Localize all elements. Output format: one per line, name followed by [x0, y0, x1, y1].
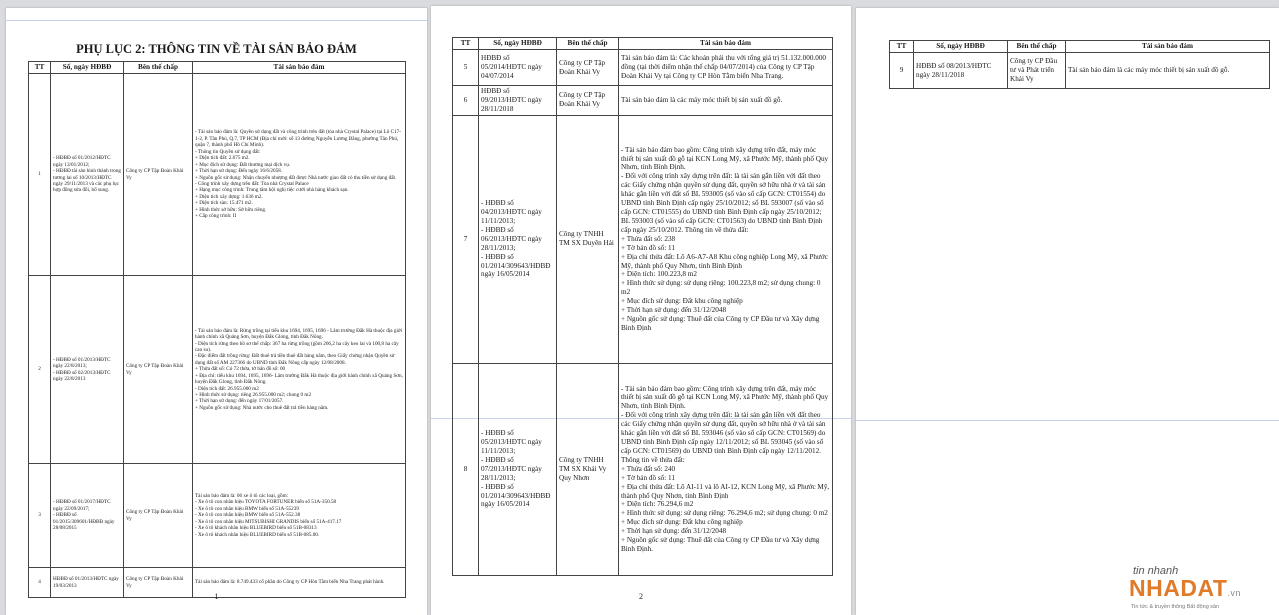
table-body	[29, 74, 406, 598]
contract-line: - HĐBĐ số 01/2014/309643/HĐBĐ ngày 16/05/2014	[481, 252, 551, 279]
collateral-line: + Nguồn gốc sử dụng: Nhà nước cho thuê đất trả tiền hàng năm.	[195, 404, 329, 411]
collateral-line: + Thửa đất số: 238	[621, 234, 676, 243]
collateral-line: - Xe ô tô con nhãn hiệu TOYOTA FORTUNER biển số 51A-350.58	[195, 499, 337, 506]
collateral-line: + Hình thức sử dụng: riêng 26.955.000 m2; chung 0 m2	[195, 392, 312, 399]
collateral-line: + Tờ bản đồ số: 11	[621, 473, 675, 482]
header-mortgagor: Bên thế chấp	[1008, 41, 1066, 53]
watermark-tagline: Tin tức & truyền thông Bất động sản	[1131, 604, 1220, 610]
watermark-brand-row	[1129, 577, 1259, 604]
collateral-description	[619, 115, 833, 363]
mortgagor-name: Công ty TNHH TM SX Khải Vy Quy Nhơn	[557, 363, 619, 575]
collateral-line: - Diện tích rừng theo hồ sơ thế chấp: 367 ha rừng trồng (gồm 266,2 ha cây keo lai và 100,8 ha cây cao su).	[195, 340, 399, 353]
collateral-line: + Cấp công trình: II	[195, 213, 237, 220]
header-tt: TT	[890, 41, 914, 53]
collateral-line: Tài sản bảo đảm là các máy móc thiết bị sản xuất đồ gỗ.	[621, 95, 783, 104]
collateral-line: + Thửa đất số: 240	[621, 464, 676, 473]
watermark-suffix: .vn	[1227, 588, 1241, 598]
collateral-line: + Địa chỉ: tiểu khu 1694, 1695, 1696- Lâm trường Đắk Hà thuộc địa giới hành chính xã Quảng Sơn, huyện Đắk Glong, tỉnh Đắk Nông.	[195, 372, 403, 386]
mortgagor-name: Công ty CP Tập Đoàn Khải Vy	[124, 276, 193, 464]
contract-line: - HĐBĐ số 07/2013/HĐTC ngày 28/11/2013;	[481, 455, 542, 482]
collateral-line: Tài sản bảo đảm là: Các khoản phải thu với tổng giá trị 51.132.000.000 đồng (tại thời điểm nhận thế chấp 04/07/2014) của Công ty CP Tập Đoàn Khải Vy tại Công ty CP Hòn Tằm biển Nha Trang.	[621, 54, 827, 80]
table-row	[29, 74, 406, 276]
contract-line: - HĐBĐ số 01/2014/309643/HĐBĐ ngày 16/05/2014	[481, 482, 551, 509]
header-collateral: Tài sản bảo đảm	[1066, 41, 1270, 53]
collateral-line: + Mục đích sử dụng: Đất khu công nghiệp	[621, 297, 743, 306]
scan-guide-line	[6, 20, 427, 21]
collateral-line: + Thửa đất số: Có 72 thửa, tờ bản đồ số: 00	[195, 366, 286, 373]
header-tt: TT	[453, 38, 479, 50]
collateral-line: + Địa chỉ thửa đất: Lô A6-A7-A8 Khu công nghiệp Long Mỹ, xã Phước Mỹ, thành phố Quy Nhơn, tỉnh Bình Định	[621, 252, 828, 270]
header-contract-number-date: Số, ngày HĐBĐ	[51, 62, 124, 74]
collateral-line: - Tài sản bảo đảm bao gồm: Công trình xây dựng trên đất, máy móc thiết bị sản xuất đồ gỗ tại KCN Long Mỹ, xã Phước Mỹ, thành phố Quy Nhơn, tỉnh Bình Định.	[621, 384, 829, 411]
collateral-table-page-2	[452, 37, 833, 576]
contract-number-date	[51, 464, 124, 568]
collateral-line: + Thời hạn sử dụng: đến 31/12/2048	[621, 527, 727, 536]
document-page-2	[431, 6, 851, 615]
document-page-3	[856, 8, 1279, 615]
collateral-line: + Diện tích đất: 2.675 m2.	[195, 155, 250, 162]
table-row	[453, 50, 833, 86]
collateral-description	[619, 50, 833, 86]
row-number: 4	[29, 568, 51, 598]
collateral-line: - Công trình xây dựng trên đất: Tòa nhà Crystal Palace	[195, 180, 309, 187]
contract-line: - HĐBĐ số 06/2013/HĐTC ngày 28/11/2013;	[481, 225, 542, 252]
collateral-line: + Diện tích: 76.294,6 m2	[621, 500, 694, 509]
header-tt: TT	[29, 62, 51, 74]
collateral-description	[193, 74, 406, 276]
collateral-line: + Nguồn gốc sử dụng: Thuê đất của Công ty CP Đầu tư và Xây dựng Bình Định	[621, 315, 820, 333]
collateral-line: - Đặc điểm đất trồng rừng: Đất thuê trả tiền thuê đất hàng năm, theo Giấy chứng nhận Quyền sử dụng đất số AM 227366 do UBND tỉnh Đắk Nông cấp ngày 12/08/2008.	[195, 353, 395, 366]
collateral-line: - Tài sản bảo đảm bao gồm: Công trình xây dựng trên đất, máy móc thiết bị sản xuất đồ gỗ tại KCN Long Mỹ, xã Phước Mỹ, thành phố Quy Nhơn, tỉnh Bình Định.	[621, 145, 829, 172]
collateral-line: - Tài sản bảo đảm là: Quyền sử dụng đất và công trình trên đất (tòa nhà Crystal Palace) tại Lô C17-1-2, P. Tân Phú, Q.7, TP HCM (Địa chỉ mới: số 13 đường Nguyễn Lương Bằng, phường Tân Phú, quận 7, thành phố Hồ Chí Minh).	[195, 129, 401, 149]
collateral-line: + Hình thức sử dụng: sử dụng riêng: 76.294,6 m2; sử dụng chung: 0 m2	[621, 509, 828, 518]
collateral-table-page-3	[889, 40, 1270, 89]
collateral-description	[619, 86, 833, 116]
watermark-brand: NHADAT	[1129, 575, 1228, 601]
collateral-description	[193, 464, 406, 568]
table-row	[890, 53, 1270, 89]
contract-line: - HĐBĐ số 01/2012/HĐTC ngày 13/01/2012;	[53, 155, 111, 168]
contract-line: - HĐBĐ số 01/2017/HĐTC ngày 22/09/2017;	[53, 499, 111, 512]
table-row	[453, 363, 833, 575]
table-row	[453, 115, 833, 363]
collateral-line: + Nguồn gốc sử dụng: Thuê đất của Công ty CP Đầu tư và Xây dựng Bình Định.	[621, 536, 820, 554]
row-number: 3	[29, 464, 51, 568]
collateral-line: + Mục đích sử dụng: Đất thương mại dịch vụ.	[195, 161, 291, 168]
mortgagor-name: Công ty CP Đầu tư và Phát triển Khải Vy	[1008, 53, 1066, 89]
header-contract-number-date: Số, ngày HĐBĐ	[479, 38, 557, 50]
appendix-title: PHỤ LỤC 2: THÔNG TIN VỀ TÀI SẢN BẢO ĐẢM	[76, 42, 357, 56]
collateral-line: + Địa chỉ thửa đất: Lô AI-11 và lô AI-12, KCN Long Mỹ, xã Phước Mỹ, thành phố Quy Nhơn, tỉnh Bình Định	[621, 482, 830, 500]
collateral-line: + Tờ bản đồ số: 11	[621, 243, 675, 252]
collateral-line: + Diện tích xây dựng: 1.636 m2.	[195, 193, 263, 200]
collateral-line: + Thời hạn sử dụng: Đến ngày 16/6/2058.	[195, 168, 283, 175]
mortgagor-name: Công ty CP Tập Đoàn Khải Vy	[124, 464, 193, 568]
collateral-line: - Tài sản bảo đảm là: Rừng trồng tại tiểu khu 1694, 1695, 1696 - Lâm trường Đắk Hà thuộc địa giới hành chính xã Quảng Sơn, huyện Đắk Glong, tỉnh Đắk Nông.	[195, 327, 403, 341]
collateral-line: + Nguồn gốc sử dụng: Nhận chuyển nhượng đất được Nhà nước giao đất có thu tiền sử dụng đất.	[195, 174, 397, 181]
table-header-row	[453, 38, 833, 50]
contract-line: HĐBĐ số 01/2013/HĐTC ngày 19/03/2013	[53, 576, 119, 589]
header-mortgagor: Bên thế chấp	[557, 38, 619, 50]
collateral-line: + Diện tích sàn: 15.471 m2.	[195, 200, 253, 207]
collateral-line: - Đối với công trình xây dựng trên đất: là tài sản gắn liền với đất theo các Giấy chứng nhận quyền sử dụng đất, quyền sở hữu nhà ở và tài sản khác gắn liền với đất số BL 593046 (số vào sổ cấp GCN: CT01569) do UBND tỉnh Bình Định cấp ngày 12/11/2012; số BL 593045 (số vào sổ cấp GCN: CT01569) do UBND tỉnh Bình Định cấp ngày 12/11/2012. Thông tin về thửa đất:	[621, 411, 826, 464]
page-number: 2	[639, 592, 643, 601]
header-collateral: Tài sản bảo đảm	[193, 62, 406, 74]
collateral-line: - Xe ô tô con nhãn hiệu BMW biển số 51A-55239	[195, 505, 299, 512]
collateral-description	[619, 363, 833, 575]
contract-line: - HĐBĐ số 01/2013/HĐTC ngày 22/8/2013;	[53, 356, 111, 370]
collateral-line: - Xe ô tô khách nhãn hiệu BLUEBIRD biển số 51B-085.00.	[195, 531, 320, 538]
collateral-line: + Thời hạn sử dụng: đến 31/12/2048	[621, 306, 727, 315]
contract-line: HĐBĐ số 09/2013/HĐTC ngày 28/11/2018	[481, 87, 542, 113]
collateral-line: + Hình thức sở hữu: Sở hữu riêng.	[195, 206, 267, 213]
collateral-table-page-1	[28, 61, 406, 598]
contract-line: - HĐBĐ số 04/2013/HĐTC ngày 11/11/2013;	[481, 199, 542, 225]
contract-number-date	[479, 86, 557, 116]
document-page-1	[6, 8, 427, 615]
table-header-row	[29, 62, 406, 74]
row-number: 7	[453, 115, 479, 363]
collateral-line: - Diện tích đất: 26.955.000 m2	[195, 385, 259, 392]
collateral-line: Tài sản bảo đảm là: 06 xe ô tô các loại, gồm:	[195, 492, 289, 499]
mortgagor-name: Công ty CP Tập Đoàn Khải Vy	[557, 50, 619, 86]
row-number: 5	[453, 50, 479, 86]
collateral-line: + Mục đích sử dụng: Đất khu công nghiệp	[621, 518, 743, 527]
contract-number-date	[479, 115, 557, 363]
header-collateral: Tài sản bảo đảm	[619, 38, 833, 50]
table-body	[890, 53, 1270, 89]
collateral-line: + Thời hạn sử dụng: đến ngày 17/01/2057.	[195, 398, 284, 405]
collateral-line: - Thông tin Quyền sử dụng đất:	[195, 148, 261, 155]
table-row	[453, 86, 833, 116]
collateral-line: + Hình thức sử dụng: sử dụng riêng: 100.223,8 m2; sử dụng chung: 0 m2	[621, 279, 821, 297]
mortgagor-name: Công ty TNHH TM SX Duyên Hải	[557, 115, 619, 363]
nhadat-watermark-logo	[1129, 565, 1259, 613]
page-number: 1	[214, 592, 219, 601]
table-row	[29, 464, 406, 568]
contract-number-date	[51, 74, 124, 276]
contract-number-date	[479, 50, 557, 86]
contract-line: - HĐBĐ số 05/2013/HĐTC ngày 11/11/2013;	[481, 429, 542, 455]
row-number: 1	[29, 74, 51, 276]
contract-line: - HĐBĐ số 01/2015/309601/HĐBĐ ngày 28/08/2015	[53, 512, 115, 532]
collateral-line: - Xe ô tô khách nhãn hiệu BLUEBIRD biển số 51B-08313	[195, 525, 317, 532]
contract-line: - HĐBĐ tài sản hình thành trong tương lai số 10/2013/HĐTC ngày 29/11/2013 và các phụ lục hợp đồng sửa đổi, bổ sung.	[53, 168, 122, 194]
row-number: 6	[453, 86, 479, 116]
collateral-line: Tài sản bảo đảm là các máy móc thiết bị sản xuất đồ gỗ.	[1068, 66, 1230, 75]
collateral-description	[1066, 53, 1270, 89]
watermark-line1: tin nhanh	[1133, 565, 1179, 577]
collateral-line: Tài sản bảo đảm là: 8.749.433 cổ phần do Công ty CP Hòn Tằm biển Nha Trang phát hành.	[195, 579, 385, 586]
header-mortgagor: Bên thế chấp	[124, 62, 193, 74]
row-number: 8	[453, 363, 479, 575]
mortgagor-name: Công ty CP Tập Đoàn Khải Vy	[124, 74, 193, 276]
contract-line: HĐBĐ số 05/2014/HĐTC ngày 04/07/2014	[481, 54, 542, 80]
mortgagor-name: Công ty CP Tập Đoàn Khải Vy	[124, 568, 193, 598]
collateral-line: + Diện tích: 100.223,8 m2	[621, 270, 697, 279]
header-contract-number-date: Số, ngày HĐBĐ	[914, 41, 1008, 53]
table-row	[29, 276, 406, 464]
table-body	[453, 50, 833, 576]
mortgagor-name: Công ty CP Tập Đoàn Khải Vy	[557, 86, 619, 116]
collateral-line: + Hạng mục công trình: Trung tâm hội nghị tiệc cưới nhà hàng khách sạn.	[195, 187, 349, 194]
collateral-line: - Xe ô tô con nhãn hiệu BMW biển số 51A-552.38	[195, 512, 301, 519]
contract-number-date	[51, 276, 124, 464]
scan-guide-line	[856, 420, 1279, 421]
row-number: 2	[29, 276, 51, 464]
row-number: 9	[890, 53, 914, 89]
contract-line: HĐBĐ số 08/2013/HĐTC ngày 28/11/2018	[916, 61, 992, 79]
contract-number-date	[479, 363, 557, 575]
collateral-line: - Xe ô tô con nhãn hiệu MITSUBISHI GRANDIS biển số 51A-417.17	[195, 518, 342, 525]
contract-number-date	[914, 53, 1008, 89]
collateral-line: - Đối với công trình xây dựng trên đất: là tài sản gắn liền với đất theo các Giấy chứng nhận quyền sử dụng đất, quyền sở hữu nhà ở và tài sản khác gắn liền với đất số BL 593005 (số vào sổ cấp GCN: CT01554) do UBND tỉnh Bình Định cấp ngày 25/10/2012; số BL 593007 (số vào sổ cấp GCN: CT01555) do UBND tỉnh Bình Định cấp ngày 25/10/2012; BL 593003 (số vào sổ cấp GCN: CT01563) do UBND tỉnh Bình Định cấp ngày 25/10/2012. Thông tin về thửa đất:	[621, 172, 826, 234]
table-header-row	[890, 41, 1270, 53]
contract-line: - HĐBĐ số 02/2013/HĐTC ngày 22/8/2013	[53, 369, 111, 382]
collateral-description	[193, 276, 406, 464]
